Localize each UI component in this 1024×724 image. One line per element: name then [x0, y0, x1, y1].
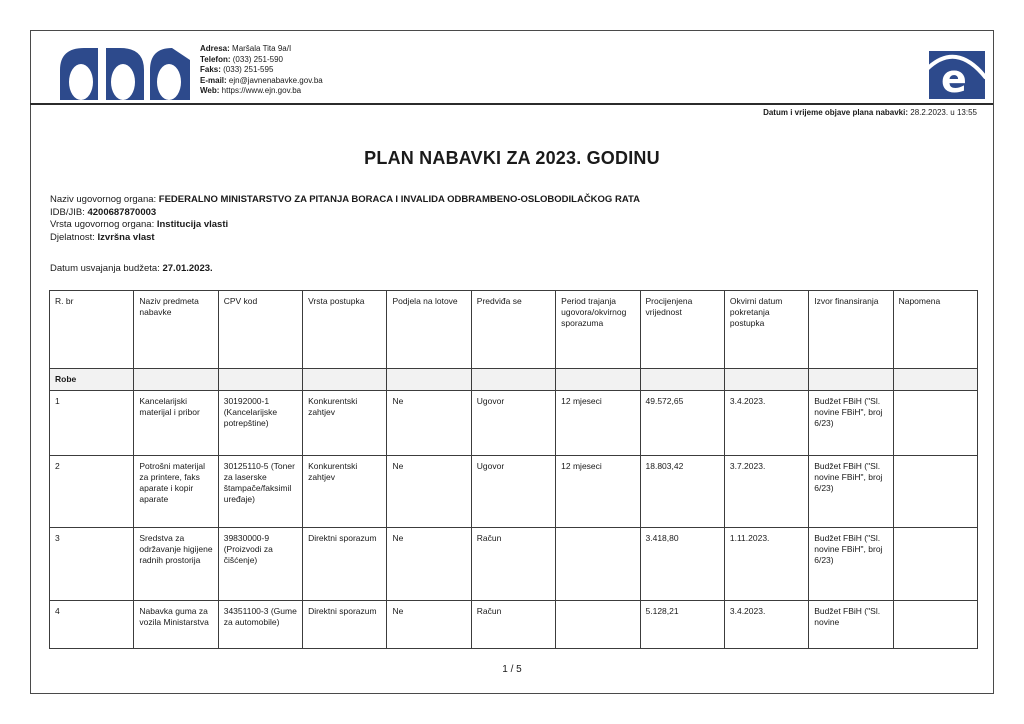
meta-line-idb-jib	[50, 207, 640, 220]
table-cell: 49.572,65	[640, 391, 724, 456]
budget-label: Datum usvajanja budžeta:	[50, 263, 160, 274]
table-cell: Budžet FBiH ("Sl. novine	[809, 601, 893, 649]
table-cell: Budžet FBiH ("Sl. novine FBiH", broj 6/23)	[809, 528, 893, 601]
column-header: Podjela na lotove	[387, 291, 471, 369]
meta-label: Naziv ugovornog organa:	[50, 194, 157, 205]
contact-line-web	[200, 86, 323, 97]
contact-label: Adresa:	[200, 44, 230, 53]
section-empty-cell	[218, 369, 302, 391]
header-divider	[30, 103, 993, 105]
table-row	[50, 456, 978, 528]
table-row	[50, 528, 978, 601]
column-header: R. br	[50, 291, 134, 369]
contracting-authority-meta	[50, 194, 640, 244]
table-cell: Kancelarijski materijal i pribor	[134, 391, 218, 456]
section-empty-cell	[724, 369, 808, 391]
contact-value: ejn@javnenabavke.gov.ba	[228, 75, 323, 85]
column-header: Predviđa se	[471, 291, 555, 369]
table-cell: 30192000-1 (Kancelarijske potrepštine)	[218, 391, 302, 456]
table-cell: Direktni sporazum	[303, 528, 387, 601]
section-label: Robe	[50, 369, 134, 391]
table-row	[50, 391, 978, 456]
section-row-robe	[50, 369, 978, 391]
meta-value: FEDERALNO MINISTARSTVO ZA PITANJA BORACA I INVALIDA ODBRAMBENO-OSLOBODILAČKOG RATA	[158, 194, 640, 205]
table-cell: Sredstva za održavanje higijene radnih prostorija	[134, 528, 218, 601]
table-cell: Račun	[471, 528, 555, 601]
table-cell: 5.128,21	[640, 601, 724, 649]
table-cell: Konkurentski zahtjev	[303, 391, 387, 456]
table-cell: Ne	[387, 391, 471, 456]
section-empty-cell	[893, 369, 977, 391]
agency-contact-block	[200, 44, 323, 97]
table-cell: 39830000-9 (Proizvodi za čišćenje)	[218, 528, 302, 601]
contact-value: https://www.ejn.gov.ba	[221, 86, 302, 95]
section-empty-cell	[387, 369, 471, 391]
column-header: Procijenjena vrijednost	[640, 291, 724, 369]
section-empty-cell	[809, 369, 893, 391]
ajn-logo-icon	[58, 46, 190, 100]
contact-value: (033) 251-590	[232, 54, 284, 64]
column-header: CPV kod	[218, 291, 302, 369]
meta-label: Djelatnost:	[50, 231, 95, 243]
table-cell: Potrošni materijal za printere, faks aparate i kopir aparate	[134, 456, 218, 528]
section-empty-cell	[134, 369, 218, 391]
table-cell: Račun	[471, 601, 555, 649]
column-header: Period trajanja ugovora/okvirnog sporazuma	[556, 291, 640, 369]
table-cell: Ne	[387, 528, 471, 601]
table-cell	[893, 391, 977, 456]
meta-value: Izvršna vlast	[97, 231, 155, 243]
table-cell: 12 mjeseci	[556, 391, 640, 456]
budget-value: 27.01.2023.	[162, 263, 213, 274]
contact-label: E-mail:	[200, 75, 227, 85]
section-empty-cell	[640, 369, 724, 391]
contact-label: Faks:	[200, 65, 221, 74]
column-header: Okvirni datum pokretanja postupka	[724, 291, 808, 369]
contact-line-phone	[200, 55, 323, 66]
table-cell: Konkurentski zahtjev	[303, 456, 387, 528]
table-cell: 3.4.2023.	[724, 391, 808, 456]
meta-value: Institucija vlasti	[156, 219, 229, 230]
table-cell: 12 mjeseci	[556, 456, 640, 528]
column-header: Naziv predmeta nabavke	[134, 291, 218, 369]
page-indicator: 1 / 5	[502, 664, 522, 675]
table-cell	[556, 601, 640, 649]
table-cell: Ne	[387, 601, 471, 649]
meta-line-authority-type	[50, 219, 640, 232]
contact-label: Web:	[200, 86, 220, 95]
svg-text:e: e	[941, 57, 967, 100]
meta-line-authority-name	[50, 194, 640, 207]
column-header: Izvor finansiranja	[809, 291, 893, 369]
table-cell: Budžet FBiH ("Sl. novine FBiH", broj 6/23)	[809, 391, 893, 456]
table-cell	[893, 601, 977, 649]
table-row	[50, 601, 978, 649]
publish-datetime	[763, 108, 977, 117]
budget-adoption-date	[50, 263, 213, 274]
table-cell: 3.4.2023.	[724, 601, 808, 649]
meta-line-activity	[50, 232, 640, 245]
table-cell: 4	[50, 601, 134, 649]
table-cell: 1	[50, 391, 134, 456]
table-cell: 3.7.2023.	[724, 456, 808, 528]
table-cell	[556, 528, 640, 601]
table-cell: Direktni sporazum	[303, 601, 387, 649]
table-cell: 30125110-5 (Toner za laserske štampače/faksimil uređaje)	[218, 456, 302, 528]
contact-line-address	[200, 44, 323, 55]
table-cell: 1.11.2023.	[724, 528, 808, 601]
table-cell: 3	[50, 528, 134, 601]
table-cell	[893, 456, 977, 528]
table-cell: 18.803,42	[640, 456, 724, 528]
section-empty-cell	[556, 369, 640, 391]
contact-line-fax	[200, 65, 323, 76]
column-header: Vrsta postupka	[303, 291, 387, 369]
table-header-row	[50, 291, 978, 369]
column-header: Napomena	[893, 291, 977, 369]
meta-label: Vrsta ugovornog organa:	[50, 219, 155, 230]
table-cell: Nabavka guma za vozila Ministarstva	[134, 601, 218, 649]
section-empty-cell	[471, 369, 555, 391]
page-title: PLAN NABAVKI ZA 2023. GODINU	[364, 148, 660, 168]
publish-value: 28.2.2023. u 13:55	[910, 108, 977, 117]
publish-label: Datum i vrijeme objave plana nabavki:	[763, 108, 909, 117]
table-cell: 2	[50, 456, 134, 528]
table-cell: Ugovor	[471, 456, 555, 528]
contact-line-email	[200, 76, 323, 87]
table-cell: Ne	[387, 456, 471, 528]
procurement-plan-table	[49, 290, 978, 649]
table-cell: 34351100-3 (Gume za automobile)	[218, 601, 302, 649]
table-cell: Budžet FBiH ("Sl. novine FBiH", broj 6/23)	[809, 456, 893, 528]
table-cell	[893, 528, 977, 601]
meta-label: IDB/JIB:	[50, 206, 85, 218]
contact-value: Maršala Tita 9a/I	[232, 44, 292, 53]
section-empty-cell	[303, 369, 387, 391]
table-cell: 3.418,80	[640, 528, 724, 601]
contact-label: Telefon:	[200, 54, 231, 64]
table-cell: Ugovor	[471, 391, 555, 456]
enabavke-logo-icon	[928, 48, 986, 100]
contact-value: (033) 251-595	[223, 65, 274, 74]
meta-value: 4200687870003	[87, 206, 157, 218]
